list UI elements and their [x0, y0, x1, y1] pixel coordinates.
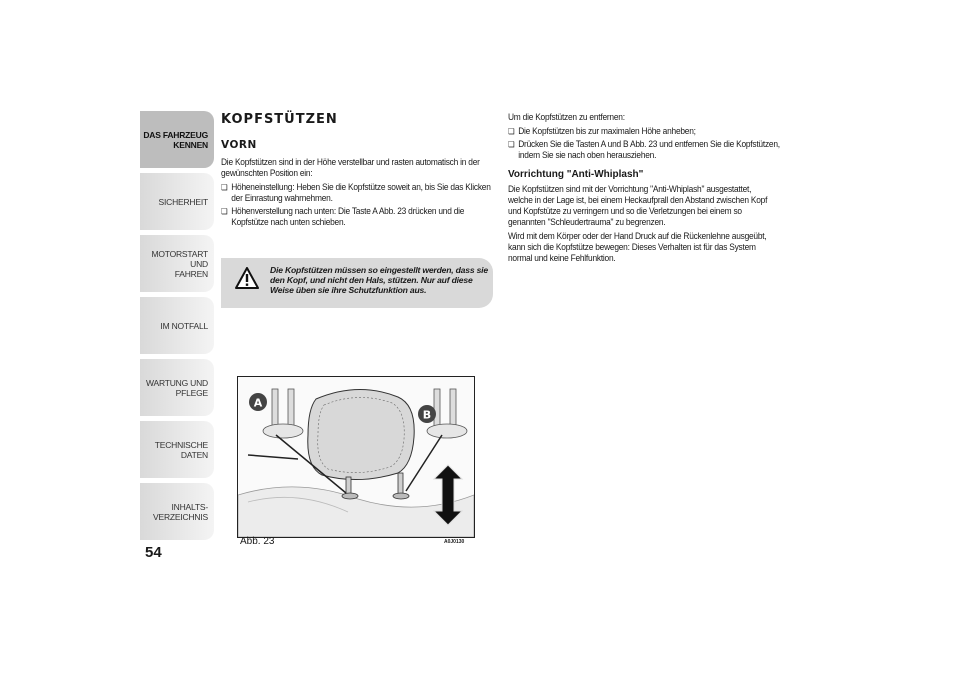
page-number: 54 — [145, 544, 162, 561]
tab-label: DAS FAHRZEUG KENNEN — [143, 129, 208, 150]
tab-label: INHALTS- VERZEICHNIS — [153, 501, 208, 522]
paragraph: Wird mit dem Körper oder der Hand Druck auf die Rückenlehne ausgeübt, kann sich die Kopfstütze bewegen: Dieses Verhalten ist für das System normal und keine Fehlfunktion. — [508, 231, 767, 263]
section-subtitle: VORN — [221, 139, 257, 151]
left-column — [221, 112, 493, 230]
tab-label: MOTORSTART UND FAHREN — [151, 248, 208, 279]
list-item: ❏ Höhenverstellung nach unten: Die Taste A Abb. 23 drücken und die Kopfstütze nach unten schieben. — [221, 206, 501, 228]
subsection-heading: Vorrichtung "Anti-Whiplash" — [508, 169, 644, 180]
list-item: ❏ Höheneinstellung: Heben Sie die Kopfstütze soweit an, bis Sie das Klicken der Einrastung wahrnehmen. — [221, 182, 501, 204]
tab-das-fahrzeug-kennen[interactable] — [140, 111, 214, 168]
right-column — [508, 112, 780, 267]
intro-paragraph: Die Kopfstützen sind in der Höhe verstellbar und rasten automatisch in der gewünschten Position ein: — [221, 157, 480, 178]
headrest-illustration — [238, 377, 474, 537]
tab-motorstart-und-fahren[interactable] — [140, 235, 214, 292]
warning-triangle-icon — [235, 267, 259, 289]
tab-label: WARTUNG UND PFLEGE — [145, 377, 208, 398]
warning-box — [221, 258, 493, 308]
tab-label: TECHNISCHE DATEN — [154, 439, 208, 460]
tab-label: IM NOTFALL — [160, 320, 208, 331]
warning-text: Die Kopfstützen müssen so eingestellt werden, dass sie den Kopf, und nicht den Hals, stützen. Nur auf diese Weise üben sie ihre Schutzfunktion aus. — [270, 265, 488, 295]
section-title: KOPFSTÜTZEN — [221, 112, 338, 127]
tab-technische-daten[interactable] — [140, 421, 214, 478]
tab-im-notfall[interactable] — [140, 297, 214, 354]
intro-paragraph: Um die Kopfstützen zu entfernen: — [508, 112, 625, 122]
list-item: ❏ Drücken Sie die Tasten A und B Abb. 23 und entfernen Sie die Kopfstützen, indem Sie sie nach oben herausziehen. — [508, 139, 788, 161]
chapter-sidebar — [140, 111, 214, 545]
headrest-figure — [237, 376, 475, 538]
figure-caption: Abb. 23 — [240, 536, 275, 547]
paragraph: Die Kopfstützen sind mit der Vorrichtung "Anti-Whiplash" ausgestattet, welche in der Lage ist, bei einem Heckaufprall den Abstand zwischen Kopf und Kopfstütze zu verringern und so die Verletzungen bei einem so genannten "Schleudertrauma" zu begrenzen. — [508, 184, 768, 227]
figure-code: A0J0130 — [444, 539, 465, 545]
list-item: ❏ Die Kopfstützen bis zur maximalen Höhe anheben; — [508, 126, 788, 137]
tab-label: SICHERHEIT — [158, 196, 208, 207]
tab-sicherheit[interactable] — [140, 173, 214, 230]
label-a: A — [253, 396, 263, 410]
tab-wartung-und-pflege[interactable] — [140, 359, 214, 416]
label-b: B — [422, 408, 432, 422]
tab-inhaltsverzeichnis[interactable] — [140, 483, 214, 540]
